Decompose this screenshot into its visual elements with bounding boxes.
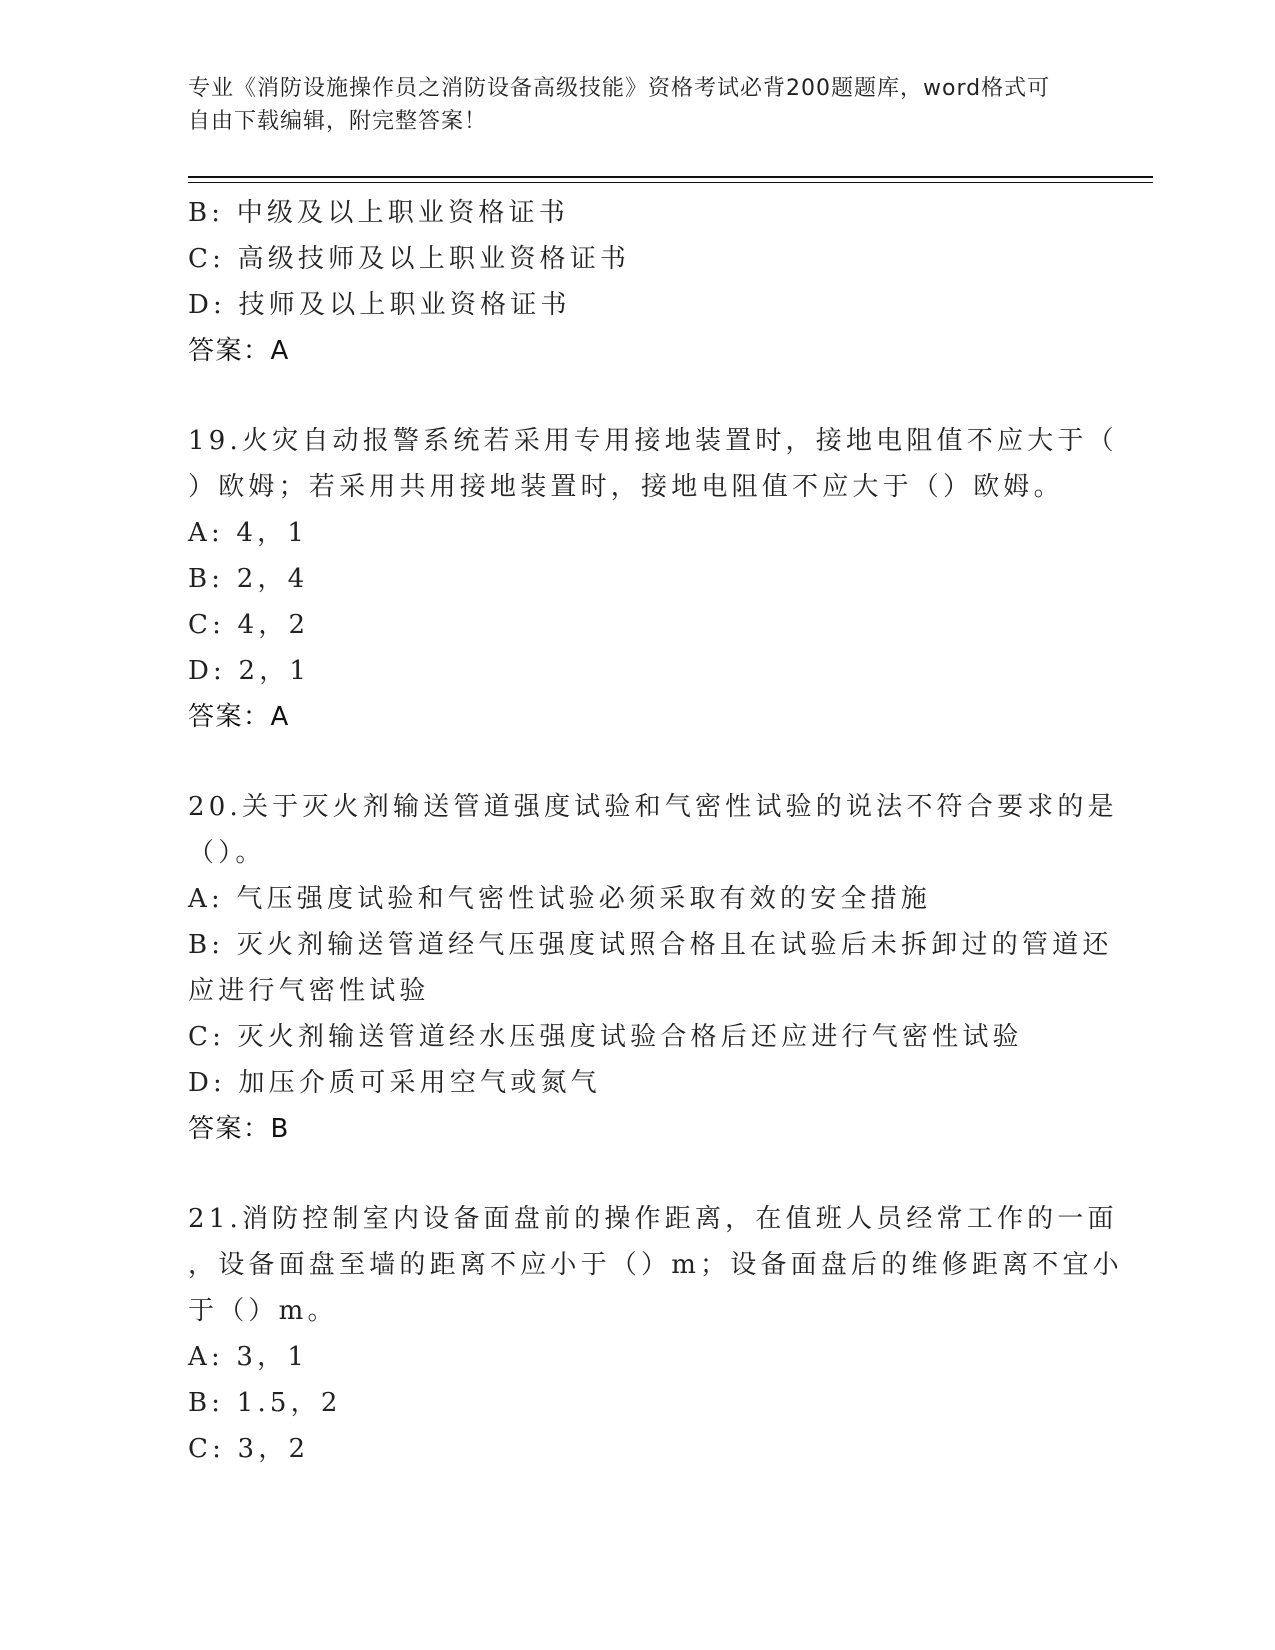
option-c: C: 4，2 bbox=[188, 610, 310, 640]
option-d: D: 2，1 bbox=[188, 656, 311, 686]
option-a: A: 4，1 bbox=[188, 518, 309, 548]
question-19-stem-line: 19.火灾自动报警系统若采用专用接地装置时，接地电阻值不应大于（ bbox=[188, 426, 1118, 456]
option-c: C: 高级技师及以上职业资格证书 bbox=[188, 244, 631, 274]
question-20-stem-line: 20.关于灭火剂输送管道强度试验和气密性试验的说法不符合要求的是 bbox=[188, 792, 1118, 822]
spacer bbox=[188, 374, 1078, 418]
question-21-stem-line: ，设备面盘至墙的距离不应小于（）m；设备面盘后的维修距离不宜小 bbox=[188, 1250, 1123, 1280]
option-d: D: 加压介质可采用空气或氮气 bbox=[188, 1068, 601, 1098]
question-20-stem-line: （）。 bbox=[188, 838, 266, 868]
spacer bbox=[188, 1152, 1078, 1196]
question-21-stem-line: 21.消防控制室内设备面盘前的操作距离，在值班人员经常工作的一面 bbox=[188, 1204, 1118, 1234]
question-content bbox=[188, 190, 1123, 1472]
option-b: B: 中级及以上职业资格证书 bbox=[188, 198, 569, 228]
option-b-continued: 应进行气密性试验 bbox=[188, 976, 430, 1006]
option-b: B: 1.5，2 bbox=[188, 1388, 342, 1418]
answer-line: 答案：A bbox=[188, 702, 290, 732]
option-c: C: 灭火剂输送管道经水压强度试验合格后还应进行气密性试验 bbox=[188, 1022, 1023, 1052]
option-b: B: 灭火剂输送管道经气压强度试照合格且在试验后未拆卸过的管道还 bbox=[188, 930, 1113, 960]
spacer bbox=[188, 740, 1078, 784]
answer-line: 答案：B bbox=[188, 1114, 290, 1144]
question-21-stem-line: 于（）m。 bbox=[188, 1296, 338, 1326]
question-19-stem-line: ）欧姆；若采用共用接地装置时，接地电阻值不应大于（）欧姆。 bbox=[188, 472, 1064, 502]
document-header: 专业《消防设施操作员之消防设备高级技能》资格考试必背200题题库，word格式可自由下载编辑，附完整答案！ bbox=[188, 76, 1051, 134]
option-c: C: 3，2 bbox=[188, 1434, 310, 1464]
header-rule-thin bbox=[188, 182, 1153, 183]
option-a: A: 3，1 bbox=[188, 1342, 309, 1372]
option-d: D: 技师及以上职业资格证书 bbox=[188, 290, 571, 320]
header-rule-thick bbox=[188, 176, 1153, 178]
option-a: A: 气压强度试验和气密性试验必须采取有效的安全措施 bbox=[188, 884, 932, 914]
answer-line: 答案：A bbox=[188, 336, 290, 366]
option-b: B: 2，4 bbox=[188, 564, 309, 594]
